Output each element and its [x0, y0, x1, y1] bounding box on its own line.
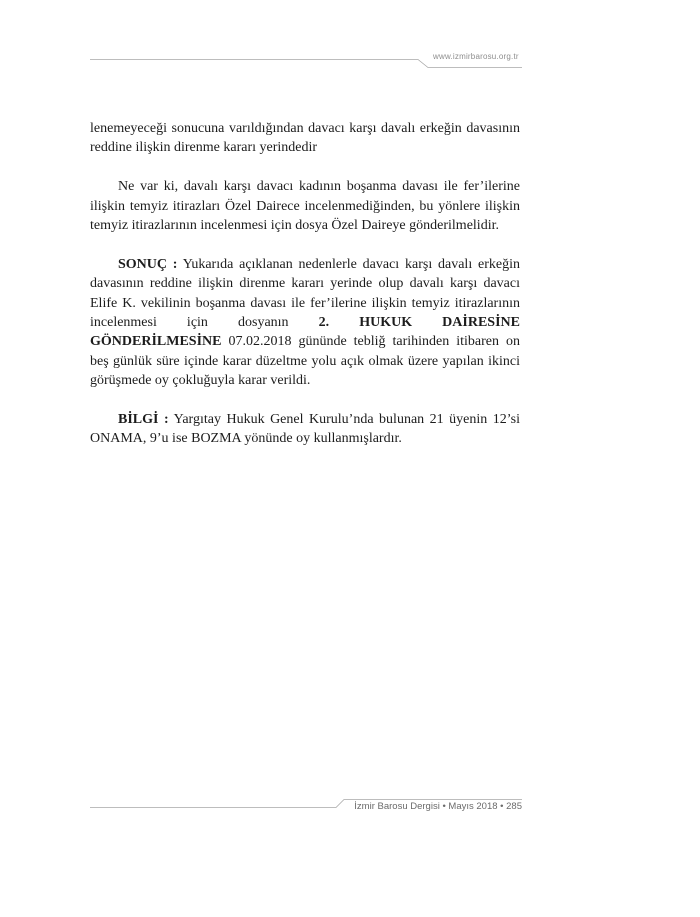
header-url: www.izmirbarosu.org.tr: [433, 52, 519, 61]
paragraph-conclusion: [90, 255, 520, 391]
info-label: BİLGİ :: [118, 412, 169, 428]
conclusion-emphasis: 2. HUKUK DAİRESİNE GÖNDERİLMESİNE: [90, 315, 520, 350]
paragraph-1: lenemeyeceği sonucuna varıldığından davacı karşı davalı erkeğin davasının reddine ilişkin direnme kararı yerindedir: [90, 121, 520, 156]
conclusion-text-a: Yukarıda açıklanan nedenlerle davacı karşı davalı erkeğin davasının reddine ilişkin direnme kararı yerinde olup davalı karşı davacı Elife K. vekilinin boşanma davası ile fer’ilerine ilişkin temyiz itirazlarının incelenmesi için dosyanın: [90, 256, 520, 331]
paragraph-info: [90, 410, 520, 449]
paragraph-2: Ne var ki, davalı karşı davacı kadının boşanma davası ile fer’ilerine ilişkin temyiz itirazları Özel Dairece incelenmediğinden, bu yönlere ilişkin temyiz itirazlarının incelenmesi için dosya Özel Daireye gönderilmelidir.: [90, 179, 520, 234]
info-text: Yargıtay Hukuk Genel Kurulu’nda bulunan 21 üyenin 12’si ONAMA, 9’u ise BOZMA yönünde oy kullanmışlardır.: [90, 412, 520, 447]
page-body: [90, 119, 520, 468]
conclusion-label: SONUÇ :: [118, 256, 178, 272]
footer-journal-info: İzmir Barosu Dergisi • Mayıs 2018 • 285: [354, 801, 522, 812]
conclusion-text-b: 07.02.2018 gününde tebliğ tarihinden itibaren on beş günlük süre içinde karar düzeltme yolu açık olmak üzere yapılan ikinci görüşmede oy çokluğuyla karar verildi.: [90, 334, 520, 389]
